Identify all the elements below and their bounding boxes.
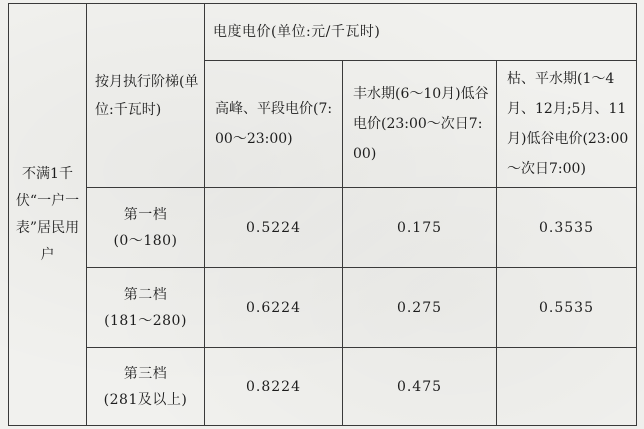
peak-price-cell: 0.6224	[205, 268, 343, 348]
peak-price-cell: 0.5224	[205, 188, 343, 268]
user-type-header: 不满1千伏“一户一表”居民用户	[9, 4, 87, 426]
tier-cell: 第三档 (281及以上)	[87, 348, 205, 426]
dry-valley-price-cell: 0.5535	[497, 268, 637, 348]
tier-header: 按月执行阶梯(单位:千瓦时)	[87, 4, 205, 188]
peak-price-cell: 0.8224	[205, 348, 343, 426]
table-row	[9, 268, 637, 348]
peak-price-header: 高峰、平段电价(7:00～23:00)	[205, 61, 343, 188]
tier-cell: 第一档 (0～180)	[87, 188, 205, 268]
price-group-header: 电度电价(单位:元/千瓦时)	[205, 4, 637, 61]
dry-valley-price-cell	[497, 348, 637, 426]
header-row-1	[9, 4, 637, 61]
table-row	[9, 188, 637, 268]
tier-cell: 第二档 (181～280)	[87, 268, 205, 348]
table-row	[9, 348, 637, 426]
dry-valley-price-cell: 0.3535	[497, 188, 637, 268]
wet-valley-price-cell: 0.475	[343, 348, 497, 426]
wet-valley-price-cell: 0.175	[343, 188, 497, 268]
dry-season-valley-header: 枯、平水期(1～4月、12月;5月、11月)低谷电价(23:00～次日7:00)	[497, 61, 637, 188]
electricity-tariff-table	[8, 3, 637, 426]
wet-valley-price-cell: 0.275	[343, 268, 497, 348]
wet-season-valley-header: 丰水期(6～10月)低谷电价(23:00～次日7:00)	[343, 61, 497, 188]
